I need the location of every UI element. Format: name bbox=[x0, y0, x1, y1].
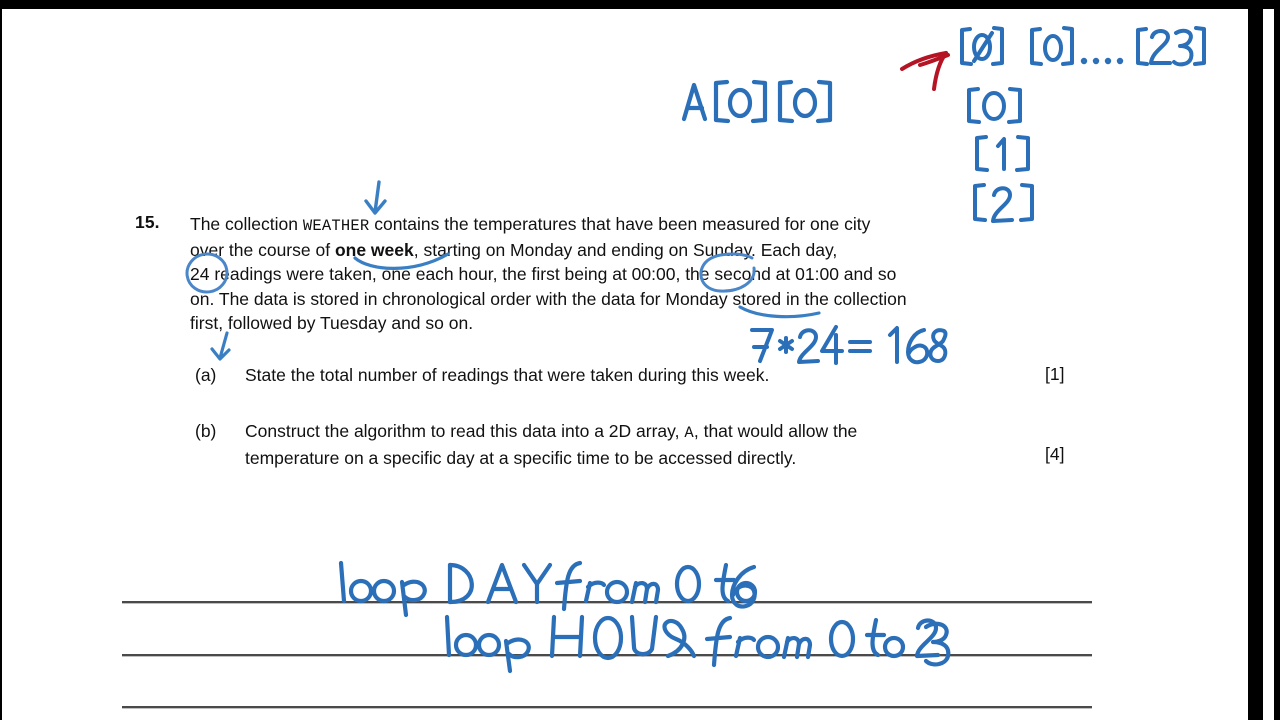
answer-line-3 bbox=[122, 706, 1092, 708]
stem-line2-b: , starting on Monday and ending on Sunday. Each day, bbox=[413, 240, 838, 261]
stem-line1-a: The collection bbox=[190, 214, 303, 234]
row-index-1 bbox=[972, 129, 1044, 179]
part-b-text bbox=[245, 419, 1005, 470]
answer-loop-day bbox=[336, 557, 766, 615]
part-b-text-a: Construct the algorithm to read this data into a 2D array, bbox=[245, 421, 685, 441]
part-b-marks: [4] bbox=[1045, 444, 1065, 464]
question-number: 15. bbox=[135, 212, 160, 232]
video-letterbox-right-bar bbox=[1248, 0, 1263, 720]
part-b-array-name: A bbox=[684, 424, 694, 442]
red-pointer-arrow bbox=[900, 45, 966, 95]
row-index-0 bbox=[964, 81, 1036, 131]
answer-line-1 bbox=[122, 601, 1092, 603]
part-b-text-line2: temperature on a specific day at a specific time to be accessed directly. bbox=[245, 447, 797, 468]
video-letterbox-right-edge bbox=[1274, 0, 1280, 720]
worksheet-page bbox=[2, 9, 1248, 720]
part-b-text-b: , that would allow the bbox=[693, 421, 858, 441]
stem-line3: 24 readings were taken, one each hour, the first being at 00:00, the second at 01:00 and so bbox=[190, 264, 897, 285]
question-stem bbox=[190, 212, 1030, 335]
answer-loop-hour-value bbox=[920, 617, 970, 671]
part-a-text: State the total number of readings that were taken during this week. bbox=[245, 365, 770, 385]
stem-line1-b: contains the temperatures that have been measured for one city bbox=[369, 214, 871, 234]
stem-line2-a: over the course of bbox=[190, 240, 335, 261]
array-access-note bbox=[678, 71, 858, 131]
stem-line4: on. The data is stored in chronological order with the data for Monday stored in the collection bbox=[190, 288, 907, 309]
answer-line-2 bbox=[122, 654, 1092, 656]
row-header-note bbox=[960, 21, 1210, 75]
answer-loop-day-value bbox=[724, 561, 768, 613]
stem-line5: first, followed by Tuesday and so on. bbox=[190, 312, 474, 333]
stem-emphasis-one-week: one week bbox=[334, 240, 414, 261]
stem-collection-name: WEATHER bbox=[302, 217, 370, 235]
part-a-arrow bbox=[207, 331, 241, 365]
part-b-label: (b) bbox=[195, 421, 217, 441]
part-a-marks: [1] bbox=[1045, 364, 1065, 384]
part-a-label: (a) bbox=[195, 365, 217, 385]
video-letterbox-top-bar bbox=[0, 0, 1280, 9]
answer-loop-hour bbox=[442, 611, 952, 671]
